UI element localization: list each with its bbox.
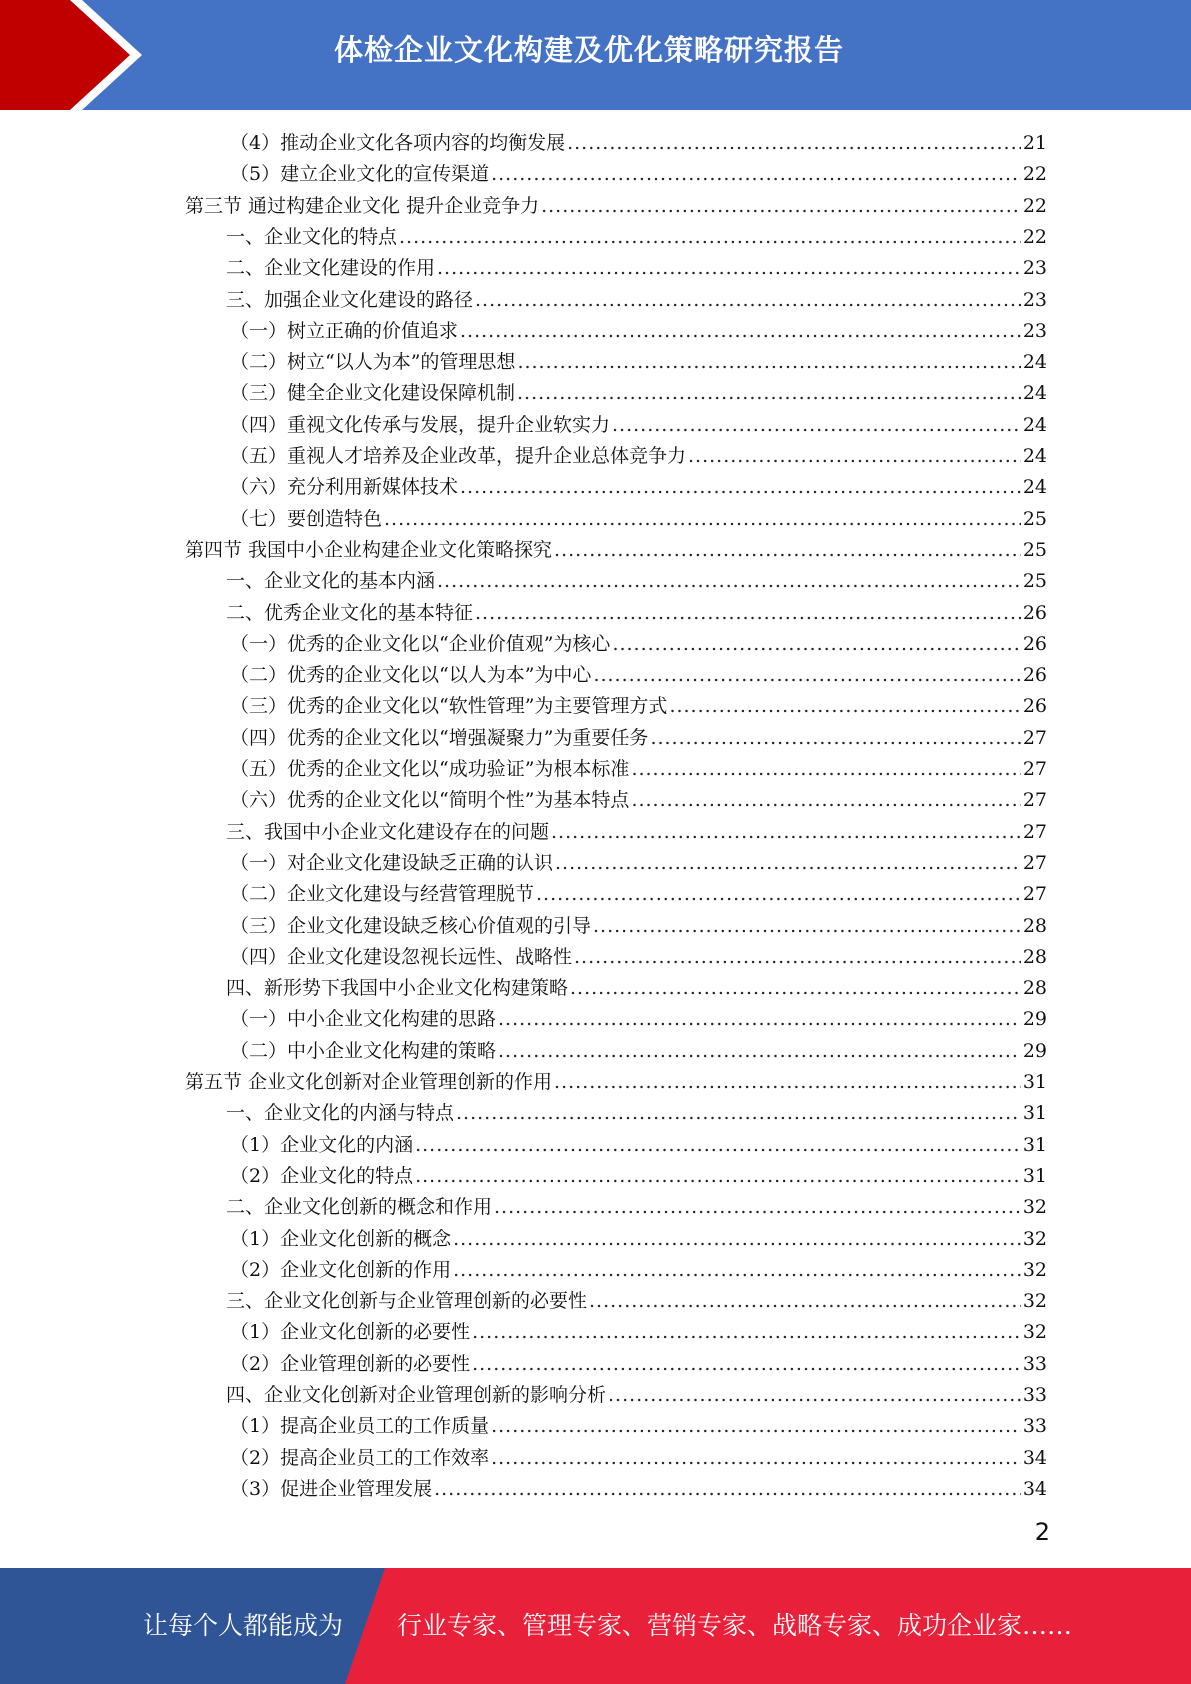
toc-entry[interactable] — [185, 1067, 1047, 1097]
toc-entry-page: 32 — [1022, 1321, 1047, 1343]
toc-entry[interactable] — [230, 848, 1047, 878]
toc-leader-dots — [399, 222, 1021, 252]
toc-leader-dots — [567, 128, 1021, 158]
toc-entry-label: 一、企业文化的内涵与特点 — [226, 1102, 455, 1124]
toc-entry-page: 22 — [1022, 195, 1047, 217]
toc-entry-page: 27 — [1022, 883, 1047, 905]
toc-entry-page: 34 — [1022, 1478, 1047, 1500]
toc-entry-page: 27 — [1022, 821, 1047, 843]
toc-entry[interactable] — [226, 817, 1047, 847]
toc-leader-dots — [593, 660, 1020, 690]
toc-entry-page: 23 — [1022, 257, 1047, 279]
toc-entry-page: 32 — [1022, 1259, 1047, 1281]
toc-entry-page: 24 — [1022, 382, 1047, 404]
toc-entry-label: （二）优秀的企业文化以“以人为本”为中心 — [230, 664, 592, 686]
toc-leader-dots — [384, 504, 1021, 534]
footer-slogan-right: 行业专家、管理专家、营销专家、战略专家、成功企业家…… — [397, 1611, 1073, 1640]
toc-leader-dots — [589, 1286, 1021, 1316]
toc-entry-label: 一、企业文化的特点 — [226, 226, 398, 248]
toc-entry-label: 三、我国中小企业文化建设存在的问题 — [226, 821, 550, 843]
toc-entry-page: 24 — [1022, 476, 1047, 498]
footer-slogan-left: 让每个人都能成为 — [143, 1611, 344, 1640]
toc-entry-page: 32 — [1022, 1228, 1047, 1250]
toc-leader-dots — [612, 629, 1020, 659]
toc-entry-page: 28 — [1022, 977, 1047, 999]
toc-entry[interactable] — [185, 191, 1047, 221]
toc-entry-page: 25 — [1022, 539, 1047, 561]
toc-entry-label: （三）企业文化建设缺乏核心价值观的引导 — [230, 915, 592, 937]
toc-entry[interactable] — [230, 1317, 1047, 1347]
toc-entry-page: 29 — [1022, 1008, 1047, 1030]
toc-entry[interactable] — [230, 128, 1047, 158]
toc-leader-dots — [453, 1255, 1021, 1285]
toc-entry[interactable] — [230, 691, 1047, 721]
toc-entry-label: （3）促进企业管理发展 — [230, 1478, 433, 1500]
toc-entry-page: 31 — [1022, 1134, 1047, 1156]
toc-entry-page: 28 — [1022, 946, 1047, 968]
toc-entry-label: 第五节 企业文化创新对企业管理创新的作用 — [185, 1071, 553, 1093]
toc-entry-label: （1）企业文化创新的必要性 — [230, 1321, 471, 1343]
toc-entry[interactable] — [230, 911, 1047, 941]
toc-leader-dots — [536, 879, 1021, 909]
toc-entry-page: 24 — [1022, 351, 1047, 373]
toc-entry-page: 24 — [1022, 445, 1047, 467]
toc-entry-label: 三、加强企业文化建设的路径 — [226, 289, 474, 311]
toc-leader-dots — [494, 1192, 1021, 1222]
toc-entry[interactable] — [226, 1286, 1047, 1316]
footer-banner — [0, 1568, 1191, 1684]
toc-entry[interactable] — [230, 1161, 1047, 1191]
toc-entry[interactable] — [230, 441, 1047, 471]
toc-entry-label: 一、企业文化的基本内涵 — [226, 570, 436, 592]
toc-entry[interactable] — [230, 1036, 1047, 1066]
toc-entry[interactable] — [230, 378, 1047, 408]
toc-entry-label: （一）优秀的企业文化以“企业价值观”为核心 — [230, 633, 611, 655]
toc-entry[interactable] — [230, 1224, 1047, 1254]
toc-entry[interactable] — [226, 566, 1047, 596]
header-banner — [0, 0, 1191, 110]
toc-entry-label: 四、企业文化创新对企业管理创新的影响分析 — [226, 1384, 607, 1406]
toc-entry[interactable] — [230, 942, 1047, 972]
toc-entry-label: （三）优秀的企业文化以“软性管理”为主要管理方式 — [230, 695, 668, 717]
toc-entry-page: 31 — [1022, 1102, 1047, 1124]
toc-leader-dots — [551, 817, 1021, 847]
toc-entry-label: （一）树立正确的价值追求 — [230, 320, 459, 342]
toc-entry-label: （六）充分利用新媒体技术 — [230, 476, 459, 498]
toc-entry[interactable] — [226, 598, 1047, 628]
toc-entry-label: 二、企业文化创新的概念和作用 — [226, 1196, 493, 1218]
toc-entry[interactable] — [230, 504, 1047, 534]
toc-entry-page: 26 — [1022, 602, 1047, 624]
toc-entry-label: 第三节 通过构建企业文化 提升企业竞争力 — [185, 195, 540, 217]
toc-entry-label: 二、企业文化建设的作用 — [226, 257, 436, 279]
toc-entry[interactable] — [230, 754, 1047, 784]
toc-entry-label: （三）健全企业文化建设保障机制 — [230, 382, 516, 404]
toc-entry[interactable] — [230, 1411, 1047, 1441]
toc-leader-dots — [517, 347, 1020, 377]
toc-leader-dots — [555, 848, 1021, 878]
toc-entry[interactable] — [230, 1130, 1047, 1160]
toc-entry[interactable] — [230, 660, 1047, 690]
toc-leader-dots — [437, 566, 1021, 596]
toc-leader-dots — [688, 441, 1021, 471]
toc-leader-dots — [456, 1098, 1021, 1128]
toc-entry[interactable] — [230, 1004, 1047, 1034]
toc-entry[interactable] — [230, 723, 1047, 753]
toc-entry[interactable] — [226, 1098, 1047, 1128]
toc-leader-dots — [608, 1380, 1021, 1410]
toc-leader-dots — [491, 159, 1021, 189]
toc-entry-page: 33 — [1022, 1353, 1047, 1375]
toc-leader-dots — [612, 410, 1021, 440]
toc-entry[interactable] — [230, 1255, 1047, 1285]
toc-entry-label: （2）企业管理创新的必要性 — [230, 1353, 471, 1375]
toc-entry-page: 23 — [1022, 289, 1047, 311]
toc-entry-page: 27 — [1022, 789, 1047, 811]
toc-leader-dots — [415, 1130, 1021, 1160]
toc-entry-label: （2）企业文化创新的作用 — [230, 1259, 452, 1281]
toc-leader-dots — [498, 1004, 1021, 1034]
toc-leader-dots — [491, 1411, 1021, 1441]
toc-leader-dots — [631, 785, 1020, 815]
toc-entry-label: （4）推动企业文化各项内容的均衡发展 — [230, 132, 566, 154]
toc-leader-dots — [554, 1067, 1021, 1097]
toc-entry-label: （四）企业文化建设忽视长远性、战略性 — [230, 946, 573, 968]
page-number: 2 — [1034, 1518, 1050, 1546]
toc-leader-dots — [472, 1317, 1021, 1347]
toc-entry-label: （四）重视文化传承与发展，提升企业软实力 — [230, 414, 611, 436]
toc-entry-label: （2）企业文化的特点 — [230, 1165, 414, 1187]
toc-entry-label: 二、优秀企业文化的基本特征 — [226, 602, 474, 624]
toc-entry[interactable] — [230, 1349, 1047, 1379]
toc-entry[interactable] — [226, 253, 1047, 283]
header-arrow-decoration — [0, 0, 160, 110]
toc-entry[interactable] — [230, 879, 1047, 909]
toc-leader-dots — [460, 316, 1021, 346]
toc-entry-page: 31 — [1022, 1165, 1047, 1187]
toc-entry-page: 26 — [1022, 695, 1047, 717]
toc-leader-dots — [669, 691, 1020, 721]
toc-entry-label: （五）优秀的企业文化以“成功验证”为根本标准 — [230, 758, 630, 780]
toc-entry-page: 27 — [1022, 727, 1047, 749]
toc-entry-label: 第四节 我国中小企业构建企业文化策略探究 — [185, 539, 553, 561]
toc-entry-page: 31 — [1022, 1071, 1047, 1093]
toc-entry-label: （1）提高企业员工的工作质量 — [230, 1415, 490, 1437]
toc-leader-dots — [491, 1443, 1021, 1473]
toc-entry-label: （七）要创造特色 — [230, 508, 383, 530]
toc-entry-label: （5）建立企业文化的宣传渠道 — [230, 163, 490, 185]
toc-leader-dots — [554, 535, 1021, 565]
toc-entry-label: 三、企业文化创新与企业管理创新的必要性 — [226, 1290, 588, 1312]
toc-leader-dots — [475, 285, 1021, 315]
toc-entry[interactable] — [230, 785, 1047, 815]
toc-leader-dots — [570, 973, 1021, 1003]
toc-leader-dots — [453, 1224, 1021, 1254]
toc-entry-page: 34 — [1022, 1447, 1047, 1469]
toc-entry[interactable] — [185, 535, 1047, 565]
toc-leader-dots — [650, 723, 1020, 753]
toc-entry-label: （四）优秀的企业文化以“增强凝聚力”为重要任务 — [230, 727, 649, 749]
toc-entry-label: （2）提高企业员工的工作效率 — [230, 1447, 490, 1469]
toc-leader-dots — [475, 598, 1021, 628]
toc-leader-dots — [437, 253, 1021, 283]
toc-entry[interactable] — [226, 973, 1047, 1003]
toc-entry-page: 28 — [1022, 915, 1047, 937]
toc-entry[interactable] — [226, 1192, 1047, 1222]
toc-entry-label: （一）对企业文化建设缺乏正确的认识 — [230, 852, 554, 874]
toc-leader-dots — [434, 1474, 1021, 1504]
toc-leader-dots — [574, 942, 1021, 972]
toc-entry-page: 32 — [1022, 1290, 1047, 1312]
toc-entry-page: 24 — [1022, 414, 1047, 436]
toc-entry-page: 29 — [1022, 1040, 1047, 1062]
toc-entry-page: 33 — [1022, 1384, 1047, 1406]
toc-entry[interactable] — [226, 285, 1047, 315]
toc-entry[interactable] — [230, 159, 1047, 189]
toc-entry[interactable] — [226, 222, 1047, 252]
toc-leader-dots — [472, 1349, 1021, 1379]
toc-entry-label: （五）重视人才培养及企业改革，提升企业总体竞争力 — [230, 445, 687, 467]
report-title: 体检企业文化构建及优化策略研究报告 — [334, 33, 845, 67]
toc-entry[interactable] — [230, 316, 1047, 346]
toc-entry-page: 23 — [1022, 320, 1047, 342]
toc-entry-page: 21 — [1022, 132, 1047, 154]
toc-entry-label: （六）优秀的企业文化以“简明个性”为基本特点 — [230, 789, 630, 811]
toc-entry[interactable] — [230, 1474, 1047, 1504]
toc-leader-dots — [415, 1161, 1021, 1191]
toc-entry-page: 22 — [1022, 226, 1047, 248]
toc-entry-label: （一）中小企业文化构建的思路 — [230, 1008, 497, 1030]
toc-entry-label: （二）中小企业文化构建的策略 — [230, 1040, 497, 1062]
toc-entry-page: 27 — [1022, 758, 1047, 780]
toc-entry[interactable] — [230, 410, 1047, 440]
toc-entry-label: 四、新形势下我国中小企业文化构建策略 — [226, 977, 569, 999]
toc-entry[interactable] — [230, 347, 1047, 377]
toc-entry-page: 26 — [1022, 633, 1047, 655]
toc-leader-dots — [517, 378, 1021, 408]
toc-entry[interactable] — [226, 1380, 1047, 1410]
toc-entry-page: 25 — [1022, 570, 1047, 592]
toc-entry-page: 26 — [1022, 664, 1047, 686]
toc-entry[interactable] — [230, 1443, 1047, 1473]
toc-entry-label: （1）企业文化的内涵 — [230, 1134, 414, 1156]
toc-leader-dots — [541, 191, 1021, 221]
toc-entry[interactable] — [230, 472, 1047, 502]
toc-entry[interactable] — [230, 629, 1047, 659]
toc-entry-page: 25 — [1022, 508, 1047, 530]
toc-entry-page: 27 — [1022, 852, 1047, 874]
toc-entry-page: 32 — [1022, 1196, 1047, 1218]
toc-entry-label: （二）企业文化建设与经营管理脱节 — [230, 883, 535, 905]
toc-entry-label: （1）企业文化创新的概念 — [230, 1228, 452, 1250]
toc-leader-dots — [498, 1036, 1021, 1066]
toc-leader-dots — [593, 911, 1021, 941]
toc-leader-dots — [460, 472, 1021, 502]
toc-leader-dots — [631, 754, 1020, 784]
toc-entry-page: 22 — [1022, 163, 1047, 185]
toc-entry-page: 33 — [1022, 1415, 1047, 1437]
toc-entry-label: （二）树立“以人为本”的管理思想 — [230, 351, 516, 373]
